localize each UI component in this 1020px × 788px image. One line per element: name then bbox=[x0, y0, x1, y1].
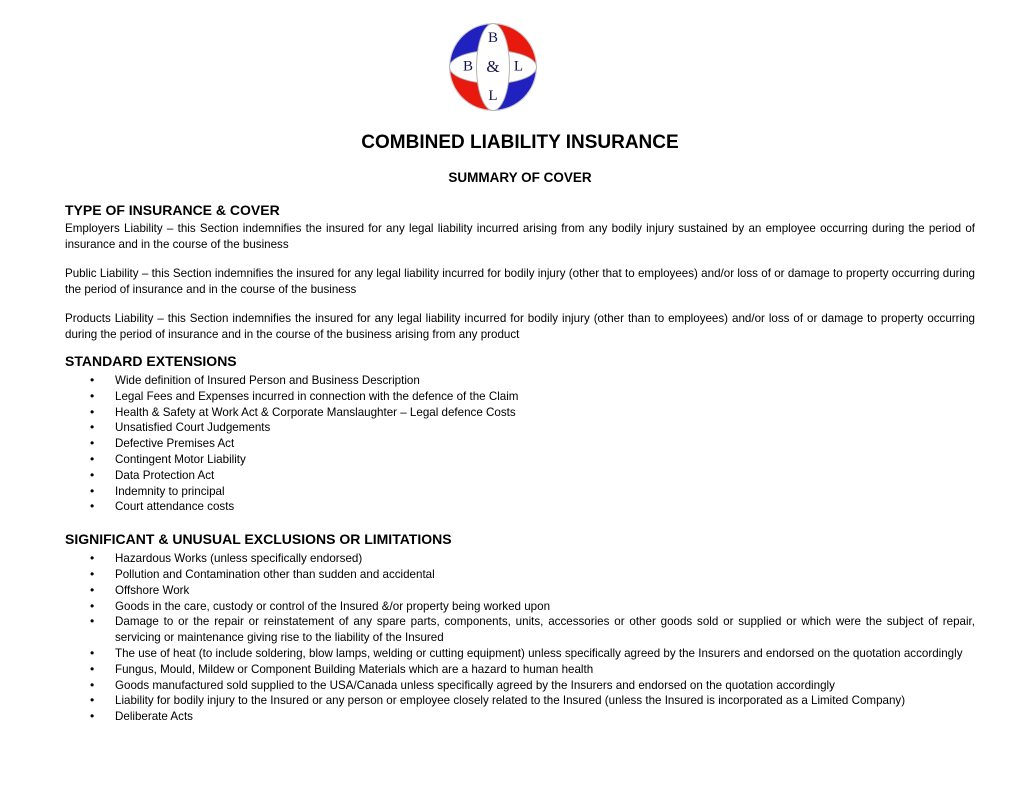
bullet-item: • Liability for bodily injury to the Insured or any person or employee closely related to the Insured (unless the Insured is incorporated as a Limited Company) bbox=[65, 693, 975, 709]
bullet-item: • Pollution and Contamination other than sudden and accidental bbox=[65, 567, 975, 583]
bullet-item: • Fungus, Mould, Mildew or Component Building Materials which are a hazard to human health bbox=[65, 662, 975, 678]
bullet-item: • Unsatisfied Court Judgements bbox=[65, 420, 975, 436]
logo-letter-top: B bbox=[487, 30, 499, 46]
bullet-item: • Wide definition of Insured Person and Business Description bbox=[65, 373, 975, 389]
section-heading-exclusions-limitations: SIGNIFICANT & UNUSUAL EXCLUSIONS OR LIMITATIONS bbox=[65, 531, 452, 548]
logo-container bbox=[38, 24, 948, 110]
standard-extensions-list bbox=[65, 373, 975, 515]
exclusions-limitations-list bbox=[65, 551, 975, 725]
logo-letter-left: B bbox=[463, 58, 474, 75]
section-standard-extensions bbox=[65, 353, 975, 515]
bullet-item: • Offshore Work bbox=[65, 583, 975, 599]
paragraph-public-liability: Public Liability – this Section indemnifies the insured for any legal liability incurred for bodily injury (other that to employees) and/or loss of or damage to property occurring during the period of insurance and in the course of the business bbox=[65, 267, 975, 296]
paragraph-employers-liability: Employers Liability – this Section indemnifies the insured for any legal liability incurred arising from any bodily injury sustained by an employee occurring during the period of insurance and in the course of the business bbox=[65, 222, 975, 251]
bullet-item: • Health & Safety at Work Act & Corporate Manslaughter – Legal defence Costs bbox=[65, 405, 975, 421]
bullet-item: • Legal Fees and Expenses incurred in connection with the defence of the Claim bbox=[65, 389, 975, 405]
logo-letter-right: L bbox=[513, 58, 523, 75]
company-logo bbox=[450, 24, 536, 110]
bullet-item: • The use of heat (to include soldering, blow lamps, welding or cutting equipment) unless specifically agreed by the Insurers and endorsed on the quotation accordingly bbox=[65, 646, 975, 662]
document-title: COMBINED LIABILITY INSURANCE bbox=[361, 132, 679, 153]
bullet-item: • Indemnity to principal bbox=[65, 484, 975, 500]
document-subtitle: SUMMARY OF COVER bbox=[448, 170, 592, 185]
bullet-item: • Goods manufactured sold supplied to the USA/Canada unless specifically agreed by the Insurers and endorsed on the quotation accordingly bbox=[65, 678, 975, 694]
bullet-item: • Data Protection Act bbox=[65, 468, 975, 484]
logo-letter-center: & bbox=[486, 57, 500, 77]
bullet-item: • Court attendance costs bbox=[65, 499, 975, 515]
section-type-of-insurance bbox=[65, 202, 975, 343]
bullet-item: • Hazardous Works (unless specifically endorsed) bbox=[65, 551, 975, 567]
paragraph-products-liability: Products Liability – this Section indemnifies the insured for any legal liability incurred for bodily injury (other than to employees) and/or loss of or damage to property occurring during the period of insurance and in the course of the business arising from any product bbox=[65, 312, 975, 341]
bullet-item: • Deliberate Acts bbox=[65, 709, 975, 725]
bullet-item: • Defective Premises Act bbox=[65, 436, 975, 452]
bullet-item: • Goods in the care, custody or control of the Insured &/or property being worked upon bbox=[65, 599, 975, 615]
section-heading-type-of-insurance: TYPE OF INSURANCE & COVER bbox=[65, 202, 280, 218]
bullet-item: • Contingent Motor Liability bbox=[65, 452, 975, 468]
section-heading-standard-extensions: STANDARD EXTENSIONS bbox=[65, 353, 237, 369]
section-exclusions-limitations bbox=[65, 531, 975, 725]
logo-letter-bottom: L bbox=[488, 88, 498, 104]
bullet-item: • Damage to or the repair or reinstatement of any spare parts, components, units, accessories or other goods sold or supplied or which were the subject of repair, servicing or maintenance giving rise to the liability of the Insured bbox=[65, 614, 975, 646]
